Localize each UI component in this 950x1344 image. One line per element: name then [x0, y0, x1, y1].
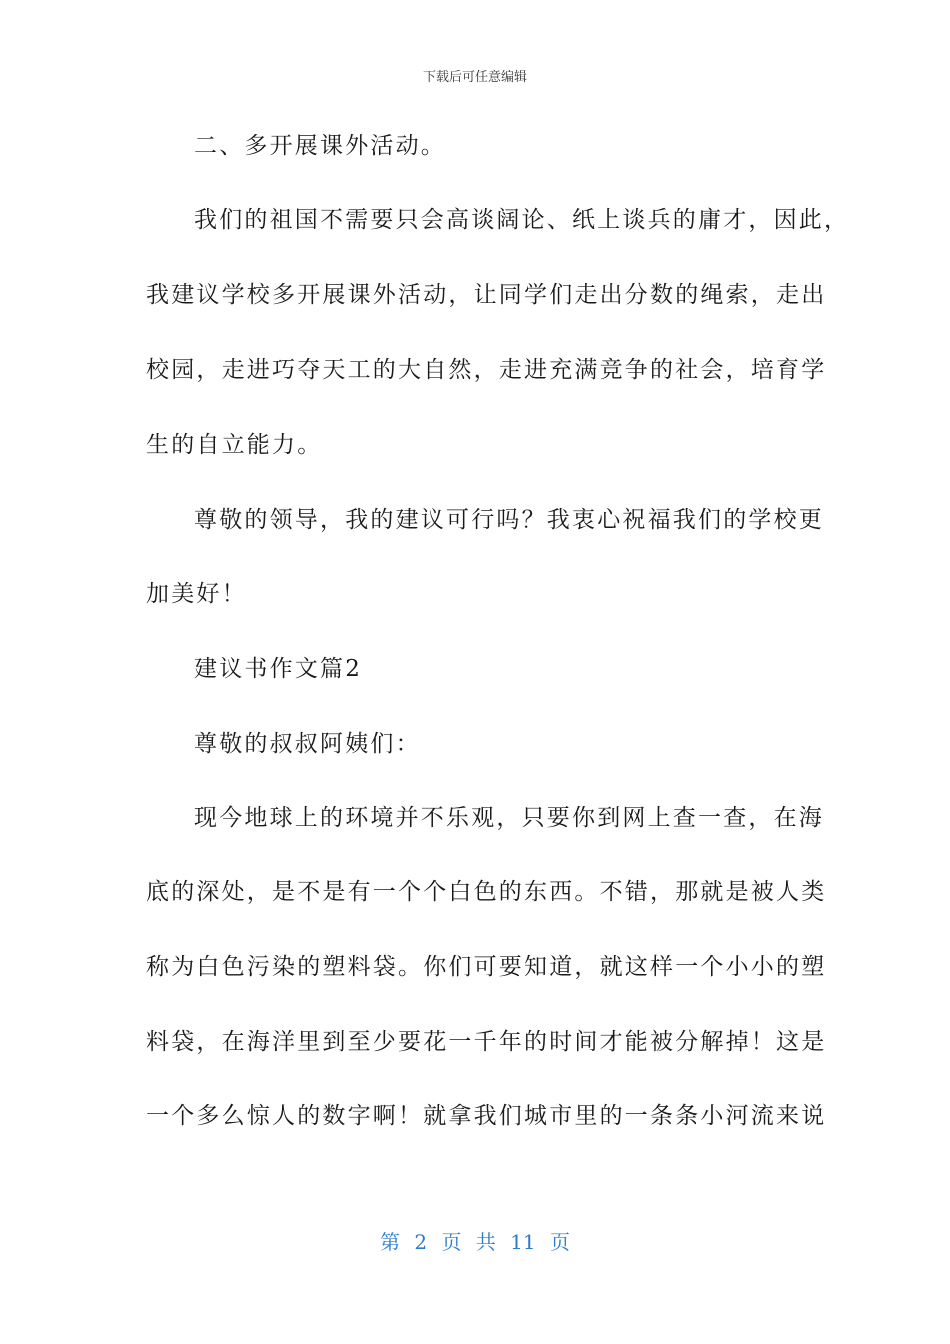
paragraph-line: 一个多么惊人的数字啊！就拿我们城市里的一条条小河流来说: [146, 1103, 827, 1129]
paragraph-line: 生的自立能力。: [146, 432, 323, 458]
paragraph-line: 校园，走进巧夺天工的大自然，走进充满竞争的社会，培育学: [146, 357, 827, 383]
paragraph-line: 我建议学校多开展课外活动，让同学们走出分数的绳索，走出: [146, 282, 827, 308]
paragraph-line: 底的深处，是不是有一个个白色的东西。不错，那就是被人类: [146, 879, 827, 905]
paragraph-line: 尊敬的领导，我的建议可行吗？我衷心祝福我们的学校更: [194, 507, 824, 533]
page-header-note: 下载后可任意编辑: [422, 70, 527, 85]
salutation: 尊敬的叔叔阿姨们：: [194, 731, 421, 757]
paragraph-line: 称为白色污染的塑料袋。你们可要知道，就这样一个小小的塑: [146, 954, 827, 980]
essay-title: 建议书作文篇2: [194, 656, 363, 682]
paragraph-line: 料袋，在海洋里到至少要花一千年的时间才能被分解掉！这是: [146, 1029, 827, 1055]
section-heading: 二、多开展课外活动。: [194, 133, 446, 159]
paragraph-line: 加美好！: [146, 581, 247, 607]
page-number: 第 2 页 共 11 页: [380, 1230, 570, 1254]
paragraph-line: 现今地球上的环境并不乐观，只要你到网上查一查，在海: [194, 805, 824, 831]
paragraph-line: 我们的祖国不需要只会高谈阔论、纸上谈兵的庸才，因此，: [194, 207, 850, 233]
